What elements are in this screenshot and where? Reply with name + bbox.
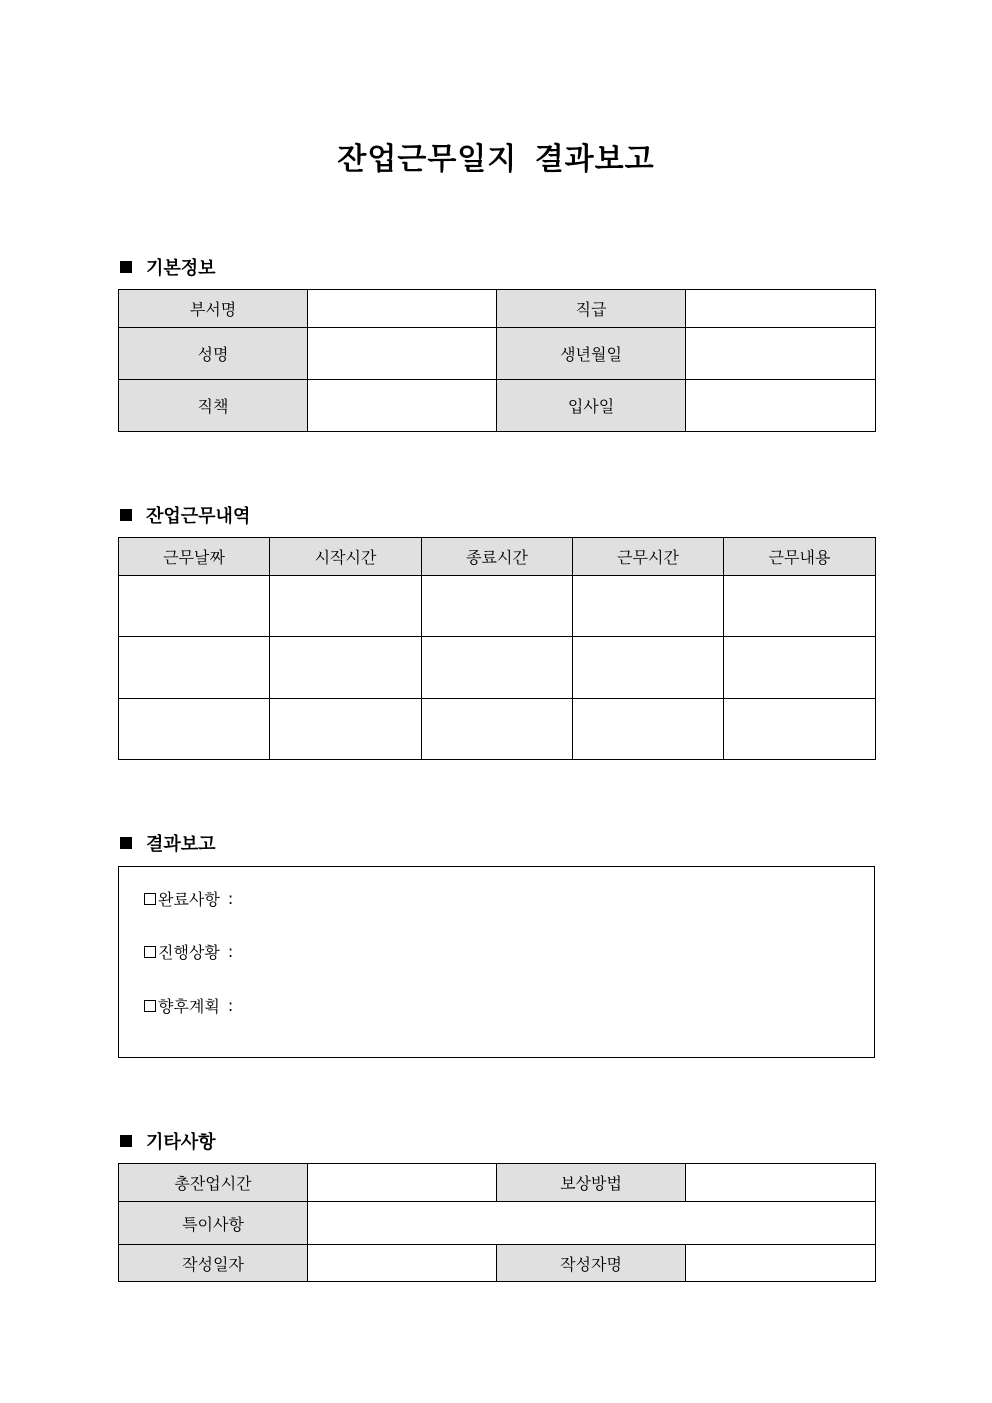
table-cell[interactable]	[422, 699, 573, 760]
birthdate-field[interactable]	[686, 328, 876, 380]
table-cell[interactable]	[119, 576, 270, 637]
table-cell[interactable]	[724, 699, 876, 760]
rank-label: 직급	[497, 290, 686, 328]
column-header-work-date: 근무날짜	[119, 538, 270, 576]
report-item-label: 완료사항	[158, 890, 220, 909]
table-cell[interactable]	[270, 699, 422, 760]
table-cell[interactable]	[270, 576, 422, 637]
table-row	[119, 637, 876, 699]
section-heading-overtime	[120, 502, 250, 528]
total-overtime-label: 총잔업시간	[119, 1164, 308, 1202]
compensation-field[interactable]	[686, 1164, 876, 1202]
section-title: 잔업근무내역	[146, 506, 251, 527]
section-heading-basic-info	[120, 254, 216, 280]
checkbox-icon[interactable]	[144, 893, 156, 905]
table-cell[interactable]	[270, 637, 422, 699]
table-cell[interactable]	[573, 699, 724, 760]
overtime-table	[118, 537, 876, 760]
square-bullet-icon	[120, 1135, 132, 1147]
table-cell[interactable]	[422, 637, 573, 699]
column-header-start-time: 시작시간	[270, 538, 422, 576]
notes-label: 특이사항	[119, 1202, 308, 1245]
column-header-end-time: 종료시간	[422, 538, 573, 576]
report-item-future-plan	[144, 994, 233, 1017]
table-row	[119, 328, 876, 380]
name-label: 성명	[119, 328, 308, 380]
report-item-completed	[144, 887, 233, 910]
table-cell[interactable]	[724, 576, 876, 637]
section-title: 결과보고	[146, 834, 216, 855]
report-item-label: 향후계획	[158, 997, 220, 1016]
notes-field[interactable]	[308, 1202, 876, 1245]
table-row	[119, 1164, 876, 1202]
table-row	[119, 1245, 876, 1282]
table-cell[interactable]	[573, 576, 724, 637]
department-field[interactable]	[308, 290, 497, 328]
report-item-colon: :	[227, 996, 234, 1015]
column-header-work-hours: 근무시간	[573, 538, 724, 576]
birthdate-label: 생년월일	[497, 328, 686, 380]
page-title: 잔업근무일지 결과보고	[337, 142, 655, 177]
table-cell[interactable]	[119, 637, 270, 699]
basic-info-table	[118, 289, 876, 432]
section-heading-result	[120, 830, 216, 856]
total-overtime-field[interactable]	[308, 1164, 497, 1202]
checkbox-icon[interactable]	[144, 1000, 156, 1012]
report-item-label: 진행상황	[158, 943, 220, 962]
column-header-work-content: 근무내용	[724, 538, 876, 576]
department-label: 부서명	[119, 290, 308, 328]
hire-date-label: 입사일	[497, 380, 686, 432]
report-item-colon: :	[227, 942, 234, 961]
hire-date-field[interactable]	[686, 380, 876, 432]
checkbox-icon[interactable]	[144, 946, 156, 958]
table-row	[119, 699, 876, 760]
author-name-field[interactable]	[686, 1245, 876, 1282]
section-heading-etc	[120, 1128, 216, 1154]
compensation-label: 보상방법	[497, 1164, 686, 1202]
report-item-progress	[144, 940, 233, 963]
section-title: 기타사항	[146, 1132, 216, 1153]
position-field[interactable]	[308, 380, 497, 432]
date-written-field[interactable]	[308, 1245, 497, 1282]
table-row	[119, 1202, 876, 1245]
table-row	[119, 380, 876, 432]
table-cell[interactable]	[422, 576, 573, 637]
etc-table	[118, 1163, 876, 1282]
position-label: 직책	[119, 380, 308, 432]
square-bullet-icon	[120, 837, 132, 849]
author-name-label: 작성자명	[497, 1245, 686, 1282]
result-report-box	[118, 866, 875, 1058]
table-cell[interactable]	[724, 637, 876, 699]
rank-field[interactable]	[686, 290, 876, 328]
table-row	[119, 576, 876, 637]
table-cell[interactable]	[573, 637, 724, 699]
square-bullet-icon	[120, 509, 132, 521]
section-title: 기본정보	[146, 258, 216, 279]
name-field[interactable]	[308, 328, 497, 380]
table-header-row	[119, 538, 876, 576]
square-bullet-icon	[120, 261, 132, 273]
report-item-colon: :	[227, 889, 234, 908]
date-written-label: 작성일자	[119, 1245, 308, 1282]
table-row	[119, 290, 876, 328]
table-cell[interactable]	[119, 699, 270, 760]
